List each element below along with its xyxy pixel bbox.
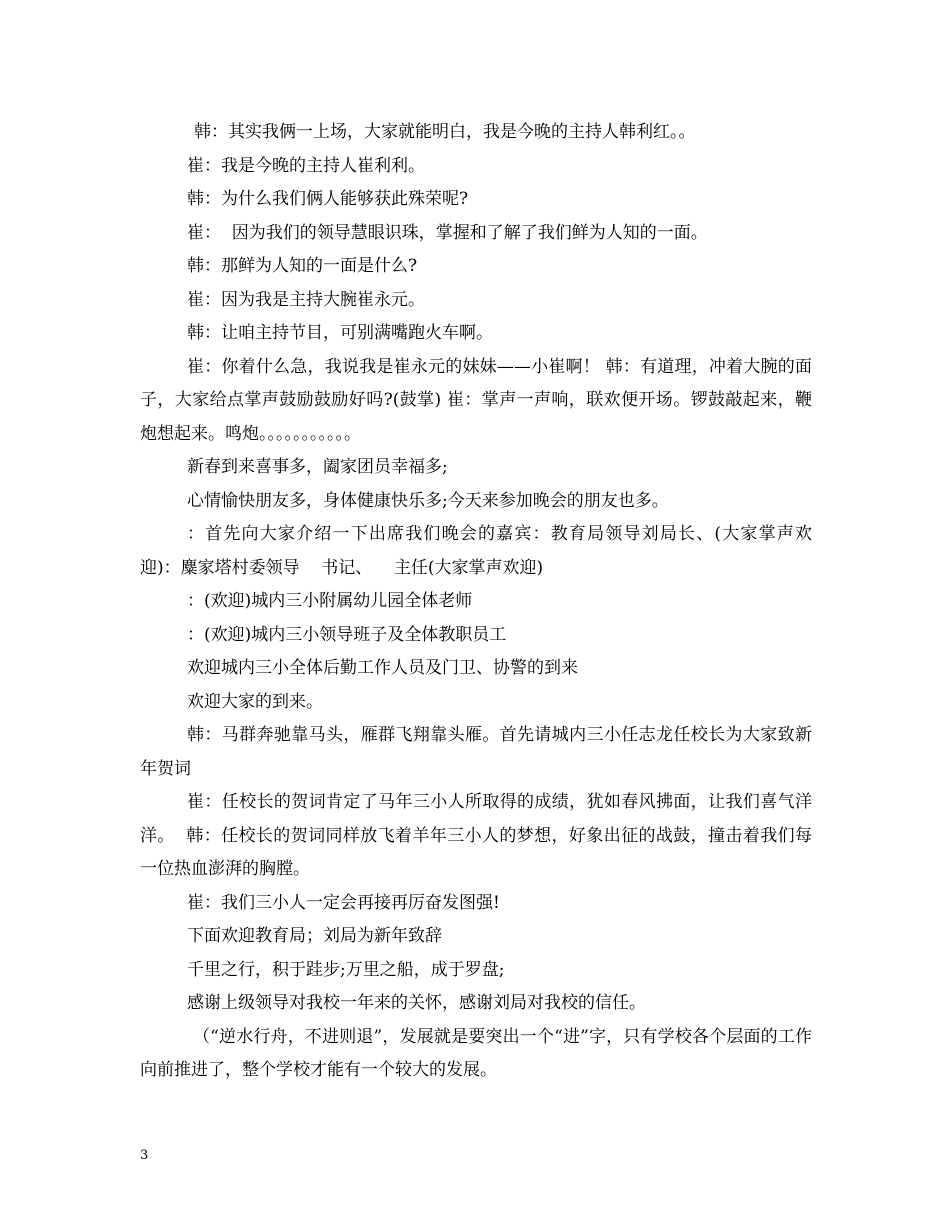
paragraph: 韩：马群奔驰靠马头，雁群飞翔靠头雁。首先请城内三小任志龙任校长为大家致新年贺词 (140, 725, 812, 779)
paragraph: 崔：我们三小人一定会再接再厉奋发图强! (187, 892, 500, 913)
paragraph: 崔：你着什么急，我说我是崔永元的妹妹——小崔啊！ 韩：有道理，冲着大腕的面子，大家给点掌声鼓励鼓励好吗?(鼓掌) 崔：掌声一声响，联欢便开场。锣鼓敲起来，鞭炮想起来。鸣炮。。。。。。。。。。。 (140, 356, 812, 444)
paragraph: 崔：我是今晚的主持人崔利利。 (187, 155, 425, 176)
paragraph: 感谢上级领导对我校一年来的关怀，感谢刘局对我校的信任。 (187, 993, 646, 1013)
paragraph: （“逆水行舟，不进则退”，发展就是要突出一个“进”字，只有学校各个层面的工作向前推进了，整个学校才能有一个较大的发展。 (140, 1026, 812, 1080)
paragraph: 崔：任校长的贺词肯定了马年三小人所取得的成绩，犹如春风拂面，让我们喜气洋洋。 韩：任校长的贺词同样放飞着羊年三小人的梦想，好象出征的战鼓，撞击着我们每一位热血澎湃的胸膛。 (140, 792, 812, 879)
paragraph: 千里之行，积于跬步;万里之船，成于罗盘; (187, 959, 505, 980)
paragraph: 崔： 因为我们的领导慧眼识珠，掌握和了解了我们鲜为人知的一面。 (187, 222, 708, 243)
paragraph: 韩：让咱主持节目，可别满嘴跑火车啊。 (187, 323, 493, 343)
document-body (140, 116, 812, 1088)
paragraph: ：首先向大家介绍一下出席我们晚会的嘉宾：教育局领导刘局长、(大家掌声欢迎)：麋家塔村委领导 书记、 主任(大家掌声欢迎) (140, 524, 812, 578)
paragraph: 欢迎城内三小全体后勤工作人员及门卫、协警的到来 (187, 658, 578, 678)
paragraph: 欢迎大家的到来。 (187, 691, 323, 712)
paragraph: 韩：其实我俩一上场，大家就能明白，我是今晚的主持人韩利红。。 (194, 122, 696, 142)
paragraph: 崔：因为我是主持大腕崔永元。 (187, 289, 425, 310)
paragraph: 下面欢迎教育局；刘局为新年致辞 (187, 926, 442, 946)
paragraph: 韩：为什么我们俩人能够获此殊荣呢? (187, 189, 469, 209)
paragraph: ：(欢迎)城内三小附属幼儿园全体老师 (187, 591, 473, 611)
paragraph: 心情愉快朋友多，身体健康快乐多;今天来参加晚会的朋友也多。 (187, 490, 669, 511)
paragraph: ：(欢迎)城内三小领导班子及全体教职员工 (187, 624, 507, 645)
paragraph: 新春到来喜事多，阖家团员幸福多; (187, 457, 448, 477)
paragraph: 韩：那鲜为人知的一面是什么? (187, 256, 418, 276)
page-number: 3 (140, 1148, 149, 1163)
